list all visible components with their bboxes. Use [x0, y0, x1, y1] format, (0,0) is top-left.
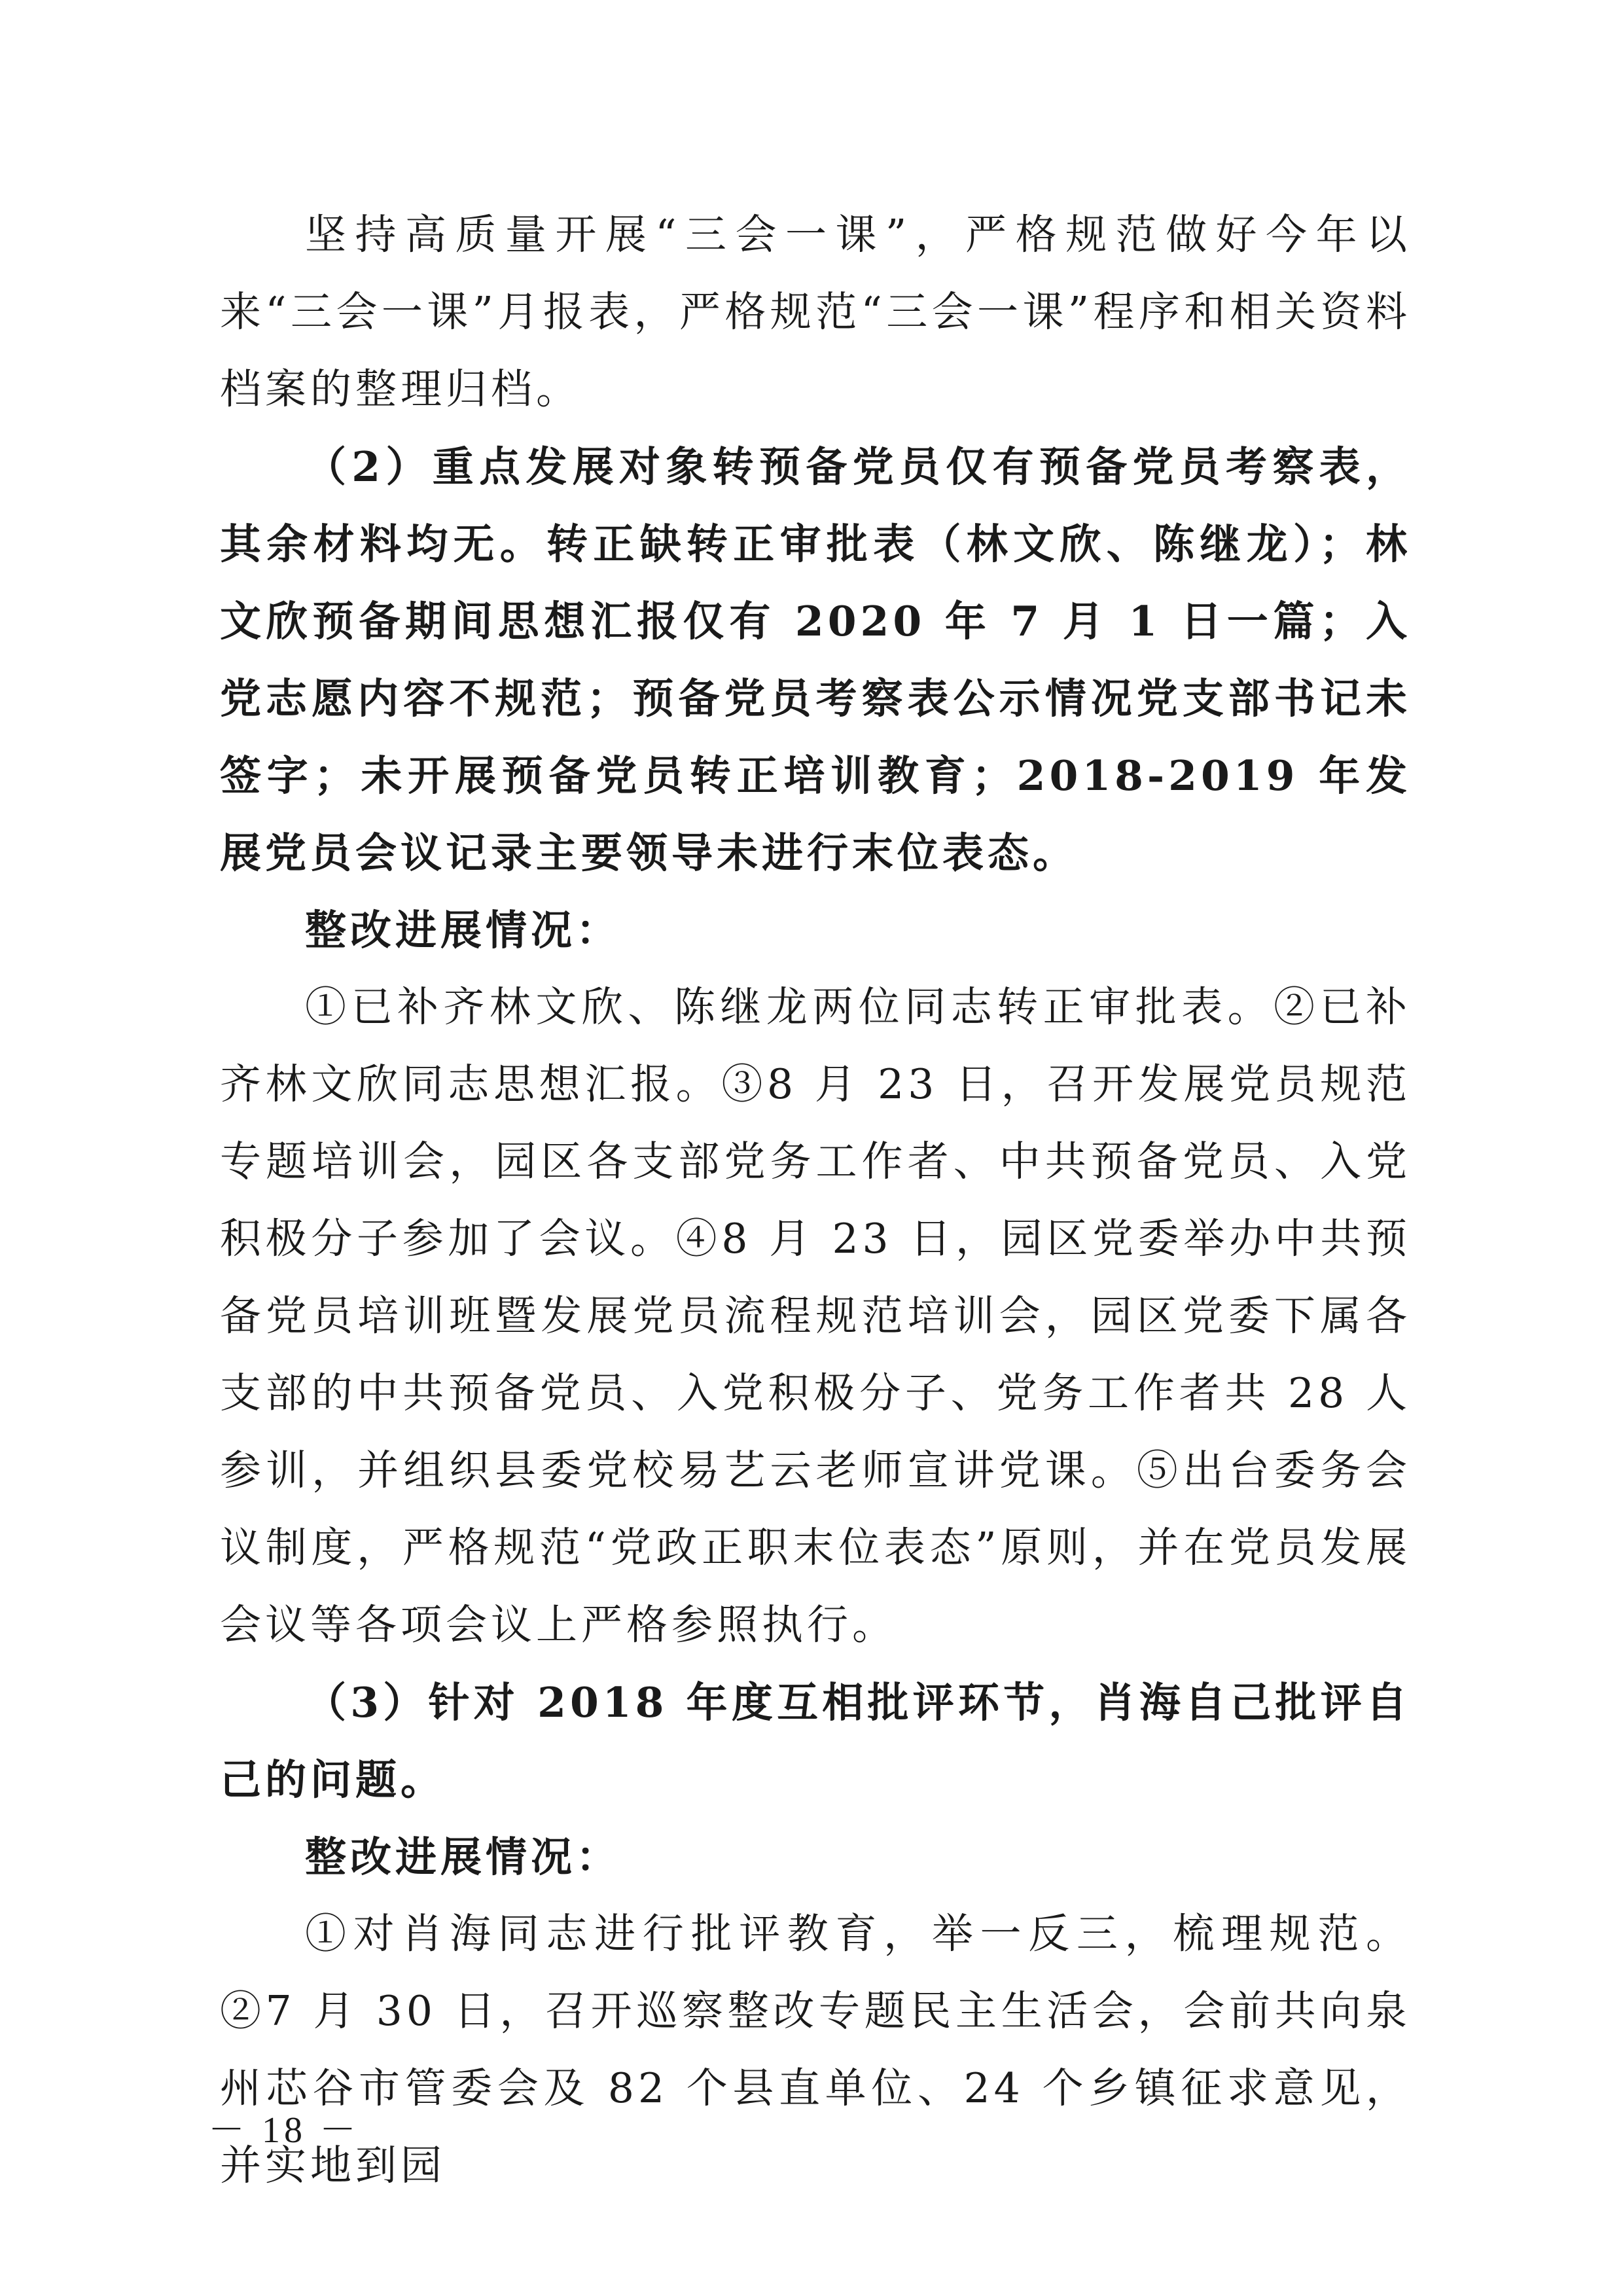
- paragraph-three-meetings: 坚持高质量开展“三会一课”，严格规范做好今年以来“三会一课”月报表，严格规范“三会一课”程序和相关资料档案的整理归档。: [220, 211, 1411, 413]
- document-body: [220, 196, 1411, 2204]
- page-number: － 18 －: [208, 2110, 360, 2151]
- paragraph-progress-2: ①对肖海同志进行批评教育，举一反三，梳理规范。②7 月 30 日，召开巡察整改专题民主生活会，会前共向泉州芯谷市管委会及 82 个县直单位、24 个乡镇征求意见，并实地到园: [220, 1910, 1411, 2189]
- paragraph-issue-2: （2）重点发展对象转预备党员仅有预备党员考察表，其余材料均无。转正缺转正审批表（林文欣、陈继龙）；林文欣预备期间思想汇报仅有 2020 年 7 月 1 日一篇；入党志愿内容不规范；预备党员考察表公示情况党支部书记未签字；未开展预备党员转正培训教育；2018-2019 年发展党员会议记录主要领导未进行末位表态。: [220, 442, 1411, 877]
- heading-rectification-progress-1: 整改进展情况：: [305, 906, 621, 954]
- paragraph-issue-3: （3）针对 2018 年度互相批评环节，肖海自己批评自己的问题。: [220, 1678, 1411, 1804]
- heading-rectification-progress-2: 整改进展情况：: [305, 1833, 621, 1881]
- paragraph-progress-1: ①已补齐林文欣、陈继龙两位同志转正审批表。②已补齐林文欣同志思想汇报。③8 月 23 日，召开发展党员规范专题培训会，园区各支部党务工作者、中共预备党员、入党积极分子参加了会议。④8 月 23 日，园区党委举办中共预备党员培训班暨发展党员流程规范培训会，园区党委下属各支部的中共预备党员、入党积极分子、党务工作者共 28 人参训，并组织县委党校易艺云老师宣讲党课。⑤出台委务会议制度，严格规范“党政正职末位表态”原则，并在党员发展会议等各项会议上严格参照执行。: [220, 983, 1411, 1649]
